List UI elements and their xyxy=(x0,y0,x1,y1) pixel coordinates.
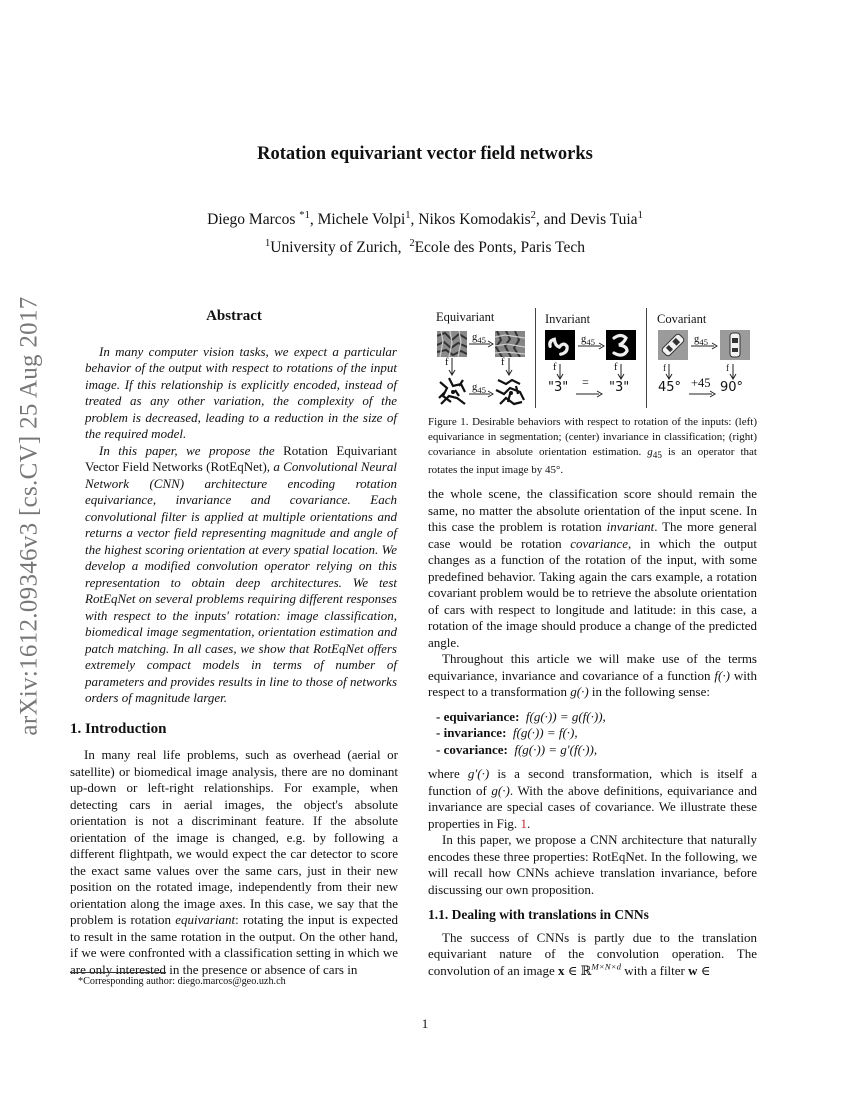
author-name: Michele Volpi xyxy=(317,211,406,228)
emphasis: invariant xyxy=(606,519,655,534)
figure-1 xyxy=(428,306,757,410)
figure-panel-equivariant xyxy=(428,306,532,410)
text-run: . xyxy=(560,464,564,477)
operator-symbol: g xyxy=(472,382,478,393)
arxiv-watermark xyxy=(8,286,52,746)
figure-reference-link[interactable]: 1 xyxy=(520,815,527,831)
affiliation: Ecole des Ponts, Paris Tech xyxy=(414,239,585,256)
angle-output-label: 45° xyxy=(658,380,682,395)
text-run: ∈ ℝ xyxy=(564,962,592,978)
math-superscript: M×N×d xyxy=(591,961,621,972)
abstract-paragraph xyxy=(85,443,397,707)
author-name: Devis Tuia xyxy=(569,211,638,228)
text-run: is a second transformation, which is itself a function of xyxy=(428,766,757,798)
text-run: the whole scene, the classification score should remain the same, no matter the absolute orientation of the input scene. In this case the problem is rotation xyxy=(428,486,757,534)
operator-symbol: g xyxy=(581,334,587,345)
intro-paragraph xyxy=(70,747,398,978)
affiliation-mark: 2 xyxy=(409,237,415,249)
page-number: 1 xyxy=(421,1016,429,1031)
figure-panel-covariant xyxy=(650,306,757,410)
texture-rotated-image xyxy=(495,331,525,357)
author-list xyxy=(0,211,850,229)
property-label: - invariance: xyxy=(436,725,507,740)
panel-title: Covariant xyxy=(657,312,707,326)
class-output-label: "3" xyxy=(609,380,630,395)
texture-input-image xyxy=(437,331,467,357)
property-label: - covariance: xyxy=(436,741,508,757)
body-paragraph xyxy=(428,486,757,651)
operator-subscript: 45 xyxy=(477,335,486,346)
author-separator: , xyxy=(410,211,419,228)
car-rotated-image xyxy=(720,330,750,360)
text-run: Rotation Equivariant Vector Field Networks (RotEqNet) xyxy=(85,442,398,474)
body-paragraph xyxy=(428,766,757,832)
emphasis: equivariant xyxy=(175,912,236,927)
text-run: Throughout this article we will make use of the terms equivariance, invariance and covariance of a function xyxy=(428,651,757,683)
math: g(·) xyxy=(570,684,589,699)
math: f(g(·)) = f(·), xyxy=(512,725,578,740)
text-run: , a Convolutional Neural Network (CNN) architecture encoding rotation equivariance, invariance and covariance. Each convolutional filter is applied at multiple orientations and returns a vector field representing magnitude and angle of the highest scoring orientation at every spatial location. We develop a modified convolution operator relying on this representation to obtain deep architectures. We test RotEqNet on several problems requiring different responses with respect to the inputs' rotation: image classification, biomedical image segmentation, orientation estimation and patch matching. In all cases, we show that RotEqNet offers extremely compact models in terms of number of parameters and provides results in line to those of networks orders of magnitude larger. xyxy=(85,459,397,705)
property-label: - equivariance: xyxy=(436,708,520,724)
abstract-heading: Abstract xyxy=(206,308,262,324)
math: f(g(·)) = g′(f(·)), xyxy=(514,741,598,757)
segmentation-output-image xyxy=(437,376,469,408)
math: g(·) xyxy=(491,782,510,798)
body-paragraph xyxy=(428,930,757,980)
operator-subscript: 45 xyxy=(586,337,595,348)
function-label: f xyxy=(553,362,557,373)
text-run: . xyxy=(526,815,531,831)
equals-label: = xyxy=(582,375,589,389)
text-run: , in which the output changes as a function of the rotation of the input, with some predefined behavior. Taking again the cars example, a rotation covariant problem would be to retrieve the absolute orientation of cars with respect to longitude and latitude: in this case, a rotation of the image should produce a change of the predicted angle. xyxy=(428,535,757,650)
function-label: f xyxy=(501,357,505,368)
digit-rotated-image xyxy=(606,330,636,360)
down-arrow xyxy=(505,358,513,376)
text-run: where xyxy=(428,766,468,781)
emphasis: covariance xyxy=(570,535,629,551)
text-run: with respect to a transformation xyxy=(428,667,757,699)
down-arrow xyxy=(556,364,564,380)
figure-panel-invariant xyxy=(539,306,643,410)
math: g xyxy=(647,446,653,458)
car-input-image xyxy=(658,330,688,360)
body-paragraph: In this paper, we propose a CNN architecture that naturally encodes these three properties: RotEqNet. In the following, we will recall how CNNs achieve translation invariance, before discussing our own proposition. xyxy=(428,832,757,897)
text-run: ∈ xyxy=(697,962,711,978)
math-subscript: 45 xyxy=(652,450,662,461)
body-paragraph xyxy=(428,651,757,701)
operator-subscript: 45 xyxy=(477,385,486,396)
property-item xyxy=(436,709,757,726)
function-label: f xyxy=(445,357,449,368)
footnote-divider xyxy=(70,972,166,973)
operator-subscript: 45 xyxy=(699,337,708,348)
math: g′(·) xyxy=(467,766,490,781)
math: f(·) xyxy=(714,667,730,683)
text-run: The success of CNNs is partly due to the translation equivariant nature of the convolution operation. The convolution of an image xyxy=(428,929,757,978)
rotation-arrow xyxy=(688,386,716,400)
down-arrow xyxy=(665,364,673,380)
angle-output-label: 90° xyxy=(720,380,744,395)
right-column xyxy=(428,486,757,979)
affiliation-list xyxy=(0,239,850,257)
panel-title: Equivariant xyxy=(436,310,495,324)
down-arrow xyxy=(448,358,456,376)
property-item xyxy=(436,725,757,742)
abstract-paragraph: In many computer vision tasks, we expect a particular behavior of the output with respect to rotations of the input image. If this relationship is explicitly encoded, instead of treated as any other variation, the complexity of the problem is decreased, leading to a reduction in the size of the required model. xyxy=(85,343,397,441)
rotation-arrow xyxy=(575,386,603,400)
rotation-operator-label xyxy=(472,332,486,345)
section-heading-introduction: 1. Introduction xyxy=(70,720,167,737)
rotation-operator-label xyxy=(581,334,595,347)
math: f(g(·)) = g(f(·)), xyxy=(525,708,606,724)
text-run: . With the above definitions, equivariance and invariance are special cases of covariance. We illustrate these properties in Fig. xyxy=(428,782,757,831)
figure-caption xyxy=(428,415,757,478)
property-item xyxy=(436,742,757,759)
paper-title: Rotation equivariant vector field networks xyxy=(257,144,593,164)
author-affiliation-mark: 1 xyxy=(405,209,411,221)
angle-increment-label: +45 xyxy=(691,376,711,390)
footnote: *Corresponding author: diego.marcos@geo.uzh.ch xyxy=(78,976,286,987)
down-arrow xyxy=(729,364,737,380)
abstract-body xyxy=(70,344,398,707)
author-affiliation-mark: 2 xyxy=(530,209,536,221)
property-list xyxy=(436,709,757,759)
rotation-operator-label xyxy=(472,382,486,395)
left-column xyxy=(70,308,398,978)
author-affiliation-mark: *1 xyxy=(299,209,310,221)
affiliation-mark: 1 xyxy=(265,237,271,249)
text-run: is an operator that rotates the input image by xyxy=(428,446,757,477)
text-run: In this paper, we propose the xyxy=(99,442,284,458)
text-run: In many real life problems, such as overhead (aerial or satellite) or biomedical image analysis, there are no dominant up-down or left-right relationships. For example, when detecting cars in aerial images, the object's absolute orientation is not a discriminant feature. If the absolute orientation of the image is changed, e.g. by following a different flightpath, we would expect the car detector to score the exact same values over the same cars, just in their new position on the rotated image, independently from their new orientation along the image axes. In this case, we say that the problem is rotation xyxy=(70,747,398,927)
rotation-operator-label xyxy=(694,334,708,347)
function-label: f xyxy=(726,363,729,373)
segmentation-rotated-output-image xyxy=(494,376,526,408)
panel-divider xyxy=(646,308,647,408)
author-affiliation-mark: 1 xyxy=(637,209,643,221)
arxiv-id: arXiv:1612.09346v3 [cs.CV] 25 Aug 2017 xyxy=(16,296,43,736)
text-run: . The more general case would be rotation xyxy=(428,519,757,551)
down-arrow xyxy=(617,364,625,380)
author-name: Diego Marcos xyxy=(207,211,296,228)
math: w xyxy=(688,962,698,978)
text-run: : rotating the input is expected to result in the same rotation in the output. On the other hand, if we were confronted with a classification setting in which we are only interested in the presence or absence of cars in xyxy=(70,912,399,977)
function-label: f xyxy=(663,363,666,373)
text-run: in the following sense: xyxy=(588,684,710,699)
author-separator: , xyxy=(309,211,318,228)
affiliation: University of Zurich, xyxy=(270,239,402,256)
subsection-heading: 1.1. Dealing with translations in CNNs xyxy=(428,907,649,922)
text-run: with a filter xyxy=(620,962,689,978)
operator-symbol: g xyxy=(472,332,478,343)
digit-input-image xyxy=(545,330,575,360)
panel-divider xyxy=(535,308,536,408)
author-separator: , and xyxy=(535,211,570,228)
author-name: Nikos Komodakis xyxy=(418,211,531,228)
class-output-label: "3" xyxy=(548,380,569,395)
function-label: f xyxy=(614,362,618,373)
math: 45° xyxy=(545,464,561,477)
panel-title: Invariant xyxy=(545,312,591,326)
text-run: Figure 1. Desirable behaviors with respect to rotation of the inputs: (left) equivariance in segmentation; (center) invariance in classification; (right) covariance in absolute orientation estimation. xyxy=(428,416,757,458)
operator-symbol: g xyxy=(694,334,700,345)
math: x xyxy=(557,962,565,978)
